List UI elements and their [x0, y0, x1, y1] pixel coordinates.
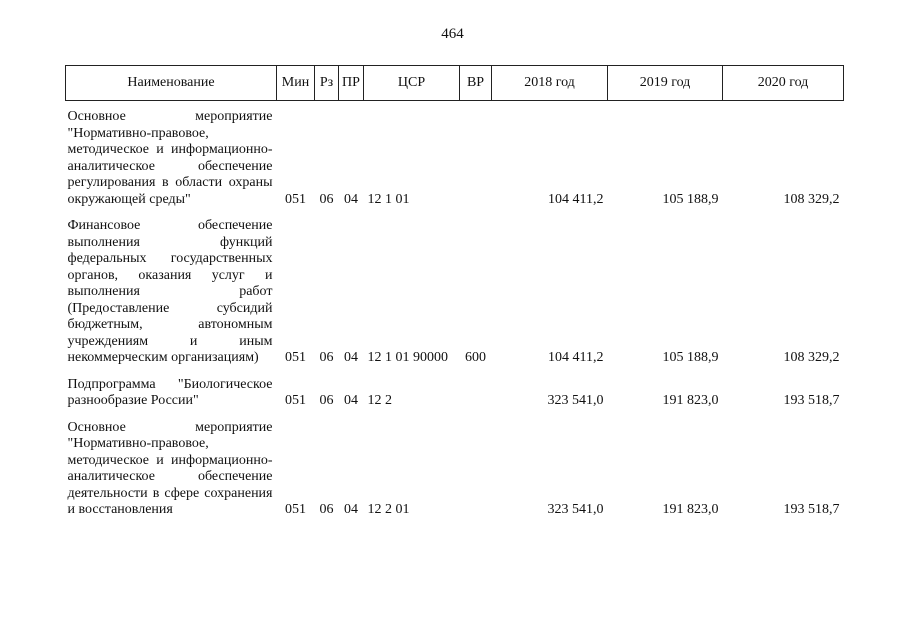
row-name: Основное мероприятие "Нормативно-правовое, методическое и информационно-аналитическое обеспечение регулирования в области охраны окружающей среды"	[67, 109, 273, 207]
row-csr: 12 1 01 90000	[367, 350, 448, 365]
row-vr: 600	[465, 350, 486, 365]
row-2018: 323 541,0	[547, 393, 604, 408]
row-spacer	[66, 410, 844, 420]
row-2018: 104 411,2	[548, 350, 604, 365]
row-name: Подпрограмма "Биологическое разнообразие России"	[67, 376, 273, 408]
header-csr: ЦСР	[364, 66, 460, 101]
row-rz: 06	[319, 502, 334, 517]
row-csr: 12 2	[367, 393, 392, 408]
header-2018: 2018 год	[492, 66, 608, 101]
row-2020: 108 329,2	[783, 191, 840, 207]
row-spacer	[66, 208, 844, 218]
row-2019: 191 823,0	[662, 502, 719, 517]
row-vr	[460, 420, 492, 519]
header-rz: Рз	[315, 66, 339, 101]
row-2020: 108 329,2	[783, 350, 840, 365]
header-min: Мин	[277, 66, 315, 101]
page-number: 464	[441, 26, 464, 42]
row-2020: 193 518,7	[783, 502, 840, 517]
row-vr	[460, 101, 492, 209]
row-pr: 04	[344, 393, 358, 408]
header-vr: ВР	[460, 66, 492, 101]
header-2020: 2020 год	[723, 66, 844, 101]
header-2019: 2019 год	[608, 66, 723, 101]
row-2019: 105 188,9	[662, 350, 719, 365]
row-csr: 12 1 01	[367, 191, 410, 207]
header-pr: ПР	[339, 66, 364, 101]
row-rz: 06	[319, 350, 334, 365]
header-name: Наименование	[66, 66, 277, 101]
row-name: Основное мероприятие "Нормативно-правовое, методическое и информационно-аналитическое обеспечение деятельности в сфере сохранения и восстановления	[67, 419, 273, 517]
header-row	[66, 66, 844, 101]
table-row	[66, 218, 844, 367]
budget-table	[65, 65, 844, 519]
table-row	[66, 101, 844, 209]
row-vr	[460, 377, 492, 410]
row-pr: 04	[344, 191, 358, 207]
row-min: 051	[285, 502, 306, 517]
table-row	[66, 377, 844, 410]
row-2018: 323 541,0	[547, 502, 604, 517]
row-spacer	[66, 367, 844, 377]
row-2018: 104 411,2	[548, 191, 604, 207]
table-row	[66, 420, 844, 519]
row-name: Финансовое обеспечение выполнения функций федеральных государственных органов, оказания услуг и выполнения работ (Предоставление субсидий бюджетным, автономным учреждениям и иным некоммерческим организациям)	[67, 218, 273, 365]
row-min: 051	[285, 191, 306, 207]
row-pr: 04	[344, 350, 358, 365]
row-pr: 04	[344, 502, 358, 517]
row-rz: 06	[319, 191, 334, 207]
row-rz: 06	[319, 393, 334, 408]
row-csr: 12 2 01	[367, 502, 410, 517]
row-2019: 191 823,0	[662, 393, 719, 408]
row-min: 051	[285, 350, 306, 365]
row-2020: 193 518,7	[783, 393, 840, 408]
row-min: 051	[285, 393, 306, 408]
row-2019: 105 188,9	[662, 191, 719, 207]
